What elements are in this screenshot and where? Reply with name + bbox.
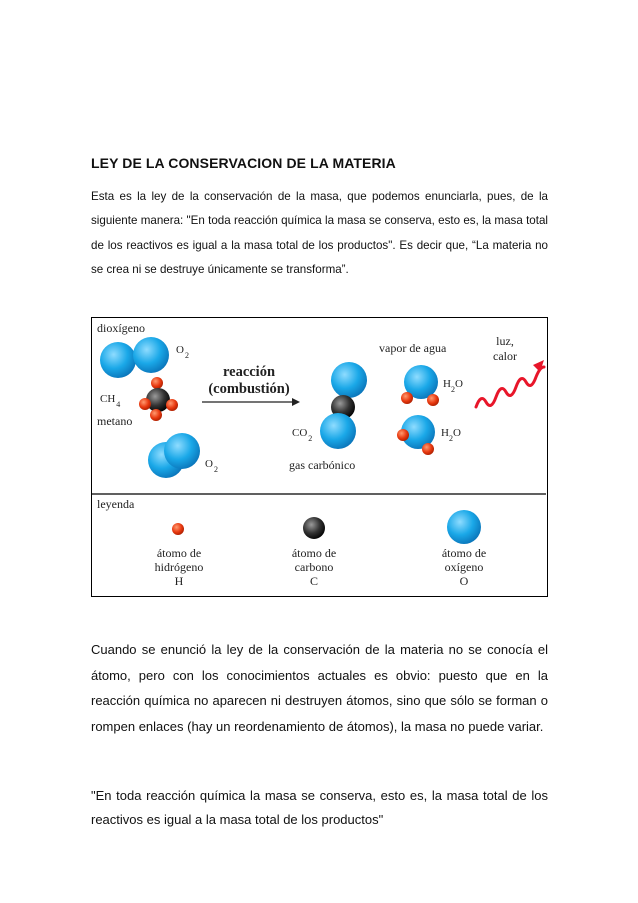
- oxygen-atom: [331, 362, 367, 398]
- hydrogen-atom: [397, 429, 409, 441]
- legend-carbon-line1: átomo de: [291, 546, 337, 560]
- legend-oxygen-line2: oxígeno: [444, 560, 484, 574]
- hydrogen-atom: [422, 443, 434, 455]
- legend-hydrogen-line2: hidrógeno: [154, 560, 204, 574]
- formula-co2: $CO_2$: [292, 427, 313, 443]
- oxygen-atom-icon: [447, 510, 481, 544]
- formula-o2-top: $O_2$: [176, 344, 189, 360]
- h2o-molecule-bottom: [397, 415, 435, 455]
- legend-carbon-line2: carbono: [294, 560, 334, 574]
- hydrogen-atom: [401, 392, 413, 404]
- hydrogen-atom: [166, 399, 178, 411]
- reaction-arrow: [202, 398, 300, 406]
- legend-oxygen: [442, 510, 486, 588]
- label-dioxigeno: dioxígeno: [97, 321, 145, 335]
- formula-o2-bottom: $O_2$: [205, 458, 218, 474]
- carbon-atom: [146, 388, 170, 412]
- label-calor: calor: [493, 349, 517, 363]
- legend-oxygen-line1: átomo de: [441, 546, 487, 560]
- co2-molecule: [320, 362, 367, 449]
- hydrogen-atom: [139, 398, 151, 410]
- o2-molecule-bottom: [148, 433, 200, 478]
- legend-oxygen-line3: O: [459, 574, 469, 588]
- legend-carbon-line3: C: [309, 574, 319, 588]
- label-vapor-de-agua: vapor de agua: [379, 341, 447, 355]
- label-combustion: (combustión): [208, 381, 290, 397]
- legend-hydrogen-line3: H: [174, 574, 184, 588]
- hydrogen-atom: [151, 377, 163, 389]
- legend-hydrogen-line1: átomo de: [156, 546, 202, 560]
- formula-h2o-bottom: $H_2O$: [441, 427, 461, 443]
- oxygen-atom: [133, 337, 169, 373]
- oxygen-atom: [100, 342, 136, 378]
- oxygen-atom: [164, 433, 200, 469]
- h2o-molecule-top: [401, 365, 439, 406]
- formula-h2o-top: $H_2O$: [443, 378, 463, 394]
- label-reaccion: reacción: [222, 364, 276, 380]
- oxygen-atom: [320, 413, 356, 449]
- label-luz: luz,: [496, 334, 514, 348]
- label-gas-carbonico: gas carbónico: [289, 458, 356, 472]
- o2-molecule-top: [100, 337, 169, 378]
- energy-wave-arrow: [476, 360, 544, 407]
- quote-paragraph: "En toda reacción química la masa se conserva, esto es, la masa total de los reactivos es igual a la masa total de los productos": [91, 788, 548, 827]
- carbon-atom-icon: [303, 517, 325, 539]
- hydrogen-atom: [427, 394, 439, 406]
- combustion-figure: [91, 317, 548, 597]
- page-title: LEY DE LA CONSERVACION DE LA MATERIA: [91, 155, 396, 171]
- legend-hydrogen: [155, 523, 204, 588]
- intro-paragraph: Esta es la ley de la conservación de la masa, que podemos enunciarla, pues, de la siguiente manera: "En toda reacción química la masa se conserva, esto es, la masa total de los reactivos es igual a la masa total de los productos". Es decir que, “La materia no se crea ni se destruye únicamente se transforma”.: [91, 190, 548, 276]
- methane-molecule: [139, 377, 178, 421]
- label-metano: metano: [97, 414, 133, 428]
- explanation-paragraph: Cuando se enunció la ley de la conservación de la materia no se conocía el átomo, pero con los conocimientos actuales es obvio: puesto que en la reacción química no aparecen ni destruyen átomos, sino que sólo se forman o rompen enlaces (hay un reordenamiento de átomos), la masa no puede variar.: [91, 642, 548, 734]
- legend-carbon: [292, 517, 336, 588]
- formula-ch4: $CH_4$: [100, 393, 121, 409]
- hydrogen-atom-icon: [172, 523, 184, 535]
- label-leyenda: leyenda: [97, 497, 135, 511]
- hydrogen-atom: [150, 409, 162, 421]
